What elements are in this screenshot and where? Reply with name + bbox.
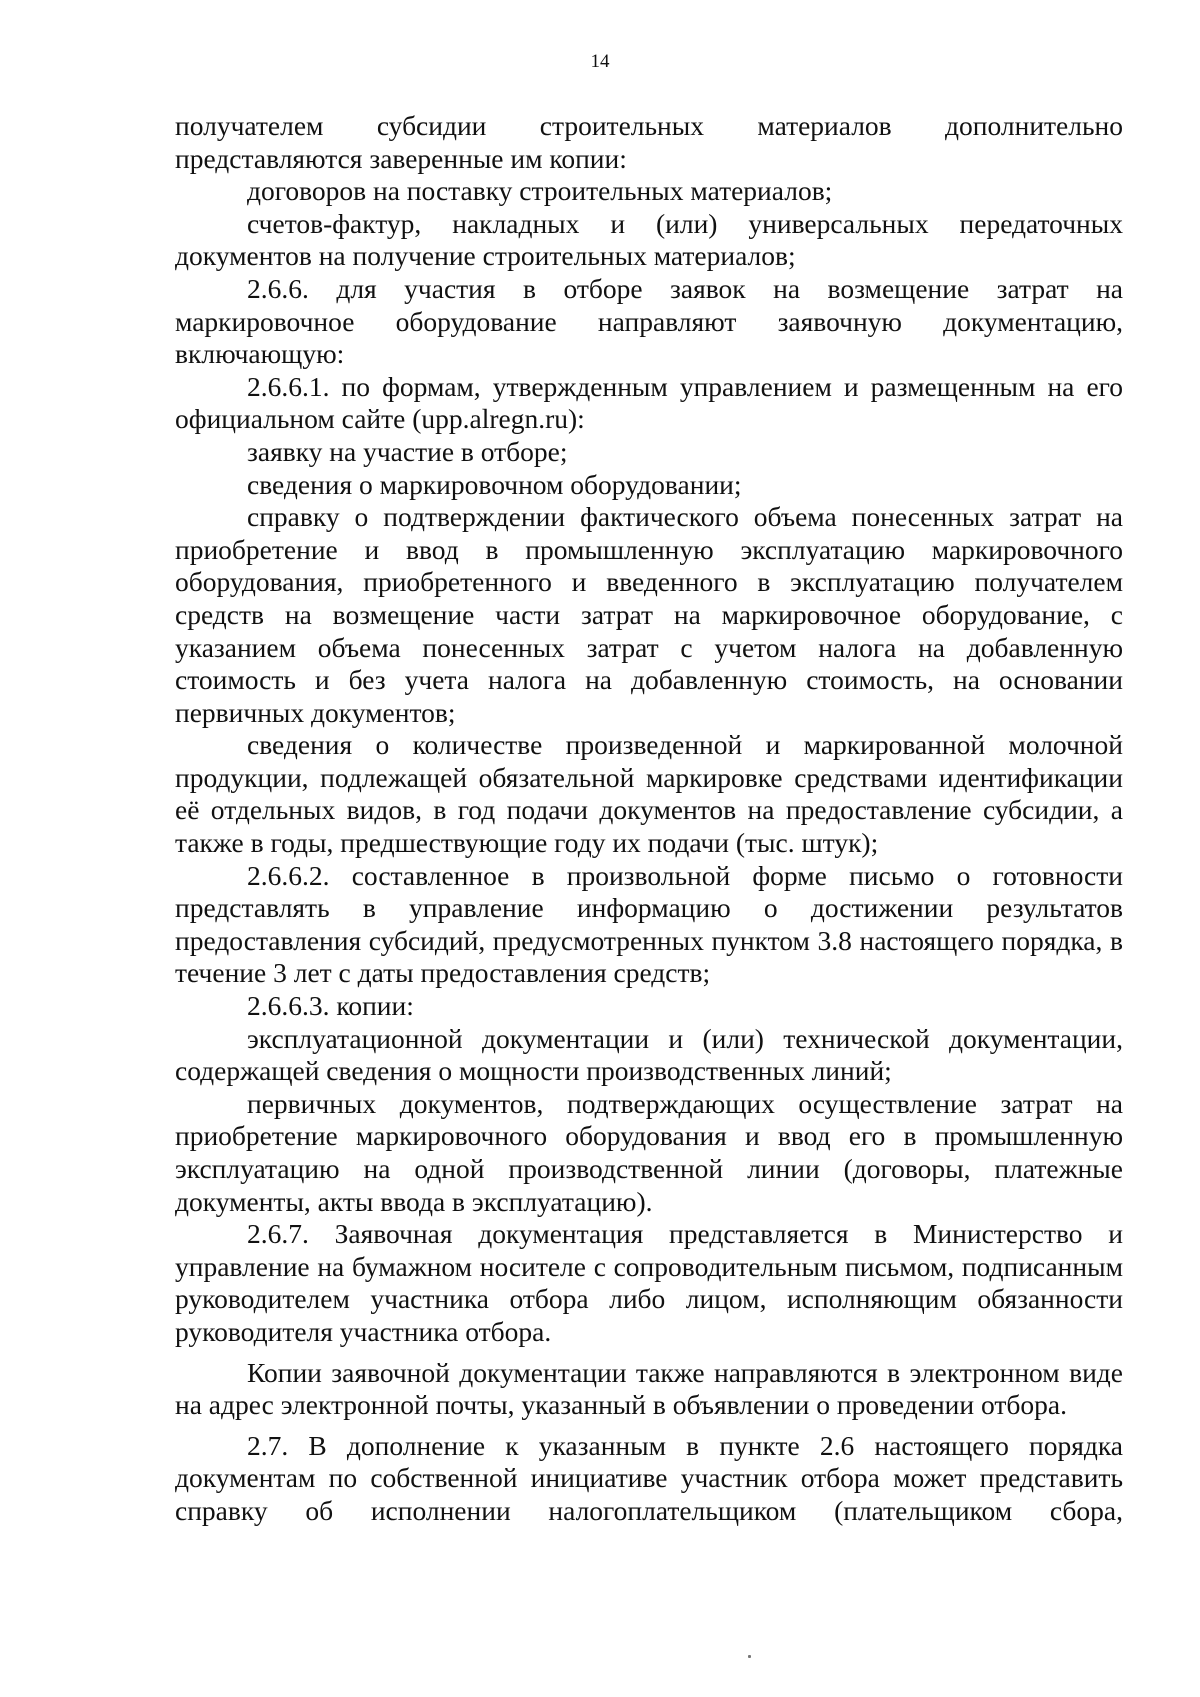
paragraph-clause-2-6-6-3: 2.6.6.3. копии: xyxy=(247,990,414,1022)
paragraph-clause-2-6-6-1: 2.6.6.1. по формам, утвержденным управлением и размещенным на его официальном сайте (upp.alregn.ru): xyxy=(175,370,1123,435)
paragraph-list-item: заявку на участие в отборе; xyxy=(247,435,568,467)
page-number: 14 xyxy=(590,51,610,72)
paragraph-list-item: сведения о маркировочном оборудовании; xyxy=(247,468,742,500)
paragraph-list-item: эксплуатационной документации и (или) технической документации, содержащей сведения о мощности производственных линий; xyxy=(175,1022,1123,1087)
paragraph-list-item: договоров на поставку строительных материалов; xyxy=(247,175,833,207)
paragraph-list-item: справку о подтверждении фактического объема понесенных затрат на приобретение и ввод в промышленную эксплуатацию маркировочного оборудования, приобретенного и введенного в эксплуатацию получателем средств на возмещение части затрат на маркировочное оборудование, с указанием объема понесенных затрат с учетом налога на добавленную стоимость и без учета налога на добавленную стоимость, на основании первичных документов; xyxy=(175,501,1123,728)
paragraph-continuation: получателем субсидии строительных материалов дополнительно представляются заверенные им копии: xyxy=(175,110,1123,174)
paragraph-clause-2-6-6: 2.6.6. для участия в отборе заявок на возмещение затрат на маркировочное оборудование направляют заявочную документацию, включающую: xyxy=(175,272,1123,370)
paragraph-list-item: первичных документов, подтверждающих осуществление затрат на приобретение маркировочного оборудования и ввод его в промышленную эксплуатацию на одной производственной линии (договоры, платежные документы, акты ввода в эксплуатацию). xyxy=(175,1087,1123,1217)
paragraph-electronic-copies: Копии заявочной документации также направляются в электронном виде на адрес электронной почты, указанный в объявлении о проведении отбора. xyxy=(175,1356,1123,1421)
paragraph-list-item: сведения о количестве произведенной и маркированной молочной продукции, подлежащей обязательной маркировке средствами идентификации её отдельных видов, в год подачи документов на предоставление субсидии, а также в годы, предшествующие году их подачи (тыс. штук); xyxy=(175,729,1123,859)
scan-speck xyxy=(748,1655,751,1658)
paragraph-clause-2-7: 2.7. В дополнение к указанным в пункте 2.6 настоящего порядка документам по собственной инициативе участник отбора может представить справку об исполнении налогоплательщиком (плательщиком сбора, xyxy=(175,1429,1123,1526)
document-body xyxy=(175,110,1123,1528)
paragraph-clause-2-6-6-2: 2.6.6.2. составленное в произвольной форме письмо о готовности представлять в управление информацию о достижении результатов предоставления субсидий, предусмотренных пунктом 3.8 настоящего порядка, в течение 3 лет с даты предоставления средств; xyxy=(175,859,1123,989)
paragraph-list-item: счетов-фактур, накладных и (или) универсальных передаточных документов на получение строительных материалов; xyxy=(175,207,1123,272)
paragraph-clause-2-6-7: 2.6.7. Заявочная документация представляется в Министерство и управление на бумажном носителе с сопроводительным письмом, подписанным руководителем участника отбора либо лицом, исполняющим обязанности руководителя участника отбора. xyxy=(175,1218,1123,1347)
